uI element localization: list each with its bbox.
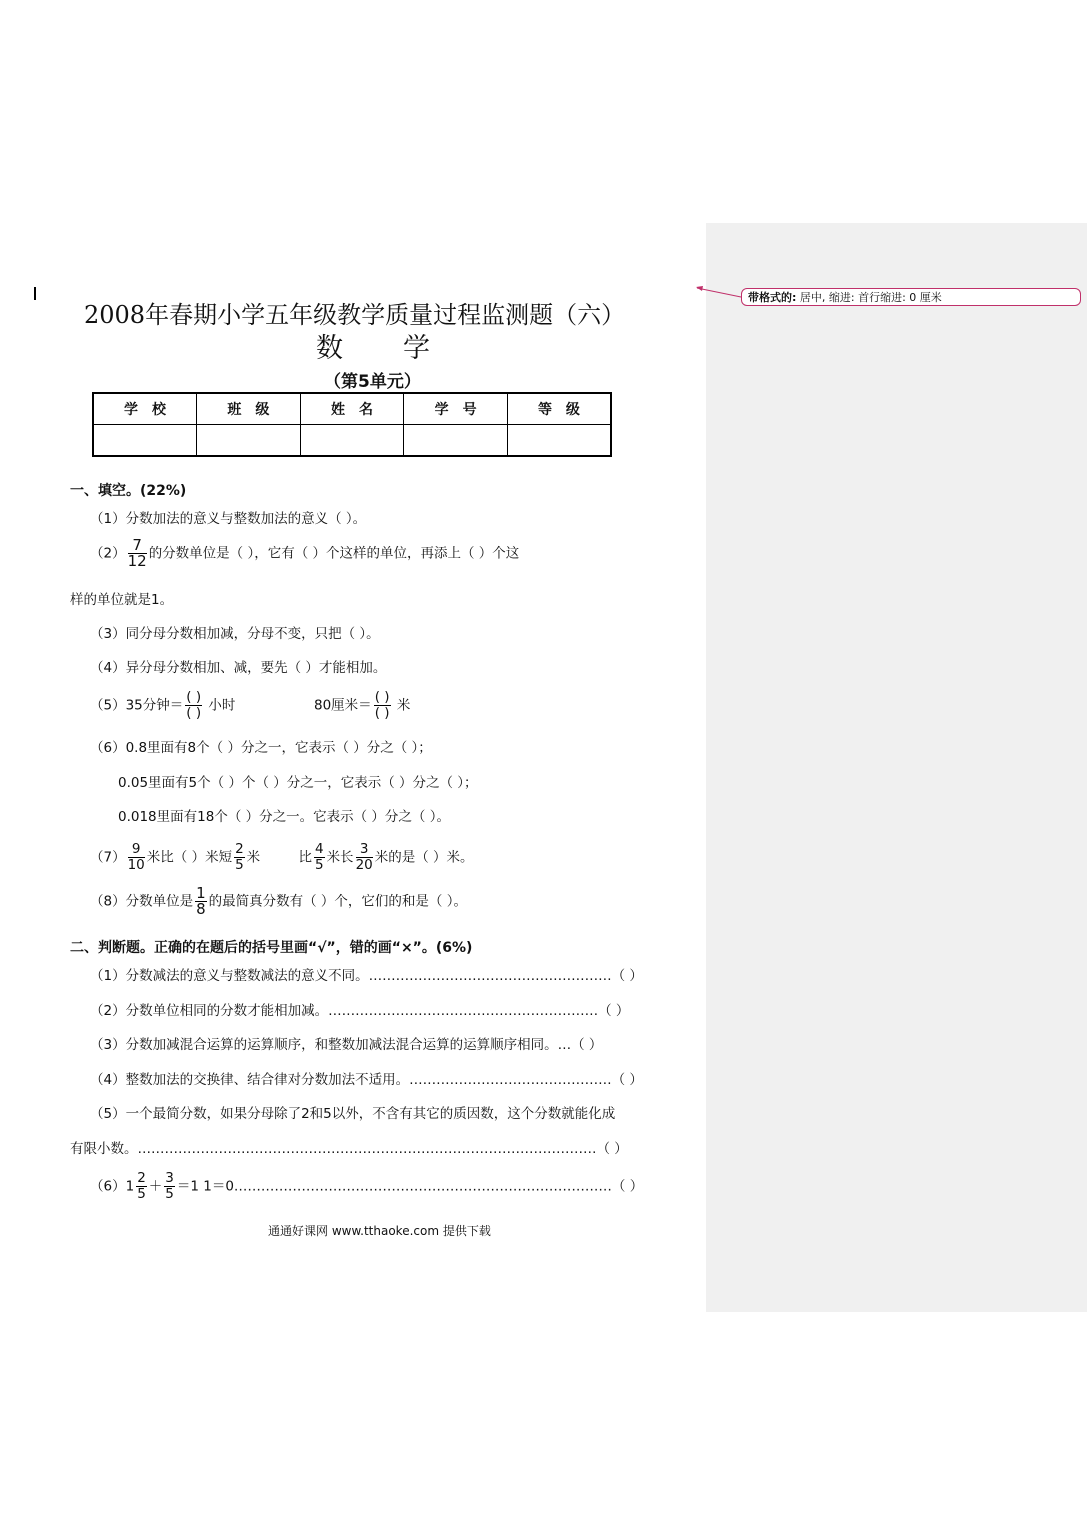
frac-den: ( ) xyxy=(374,705,390,721)
format-comment[interactable] xyxy=(741,288,1081,306)
fraction-2-5 xyxy=(234,842,245,873)
judge-3: （3）分数加减混合运算的运算顺序，和整数加减法混合运算的运算顺序相同。…（ ） xyxy=(90,1037,603,1053)
j6-text: ＝1 1＝0…………………………………………………………………………（ ） xyxy=(176,1178,644,1195)
judge-5-line2: 有限小数。…………………………………………………………………………………………（ ） xyxy=(70,1141,628,1157)
blank-grade[interactable] xyxy=(507,425,611,457)
q6-line3: 0.018里面有18个（ ）分之一。它表示（ ）分之（ ）。 xyxy=(118,809,450,825)
frac-num: 9 xyxy=(128,842,145,858)
frac-num: 1 xyxy=(196,884,206,902)
q6-line1: （6）0.8里面有8个（ ）分之一，它表示（ ）分之（ ）； xyxy=(90,740,432,756)
blank-class[interactable] xyxy=(197,425,301,457)
section1-heading: 一、填空。(22%) xyxy=(70,483,187,499)
frac-den: 10 xyxy=(127,857,145,873)
frac-num: 3 xyxy=(356,842,373,858)
header-school: 学 校 xyxy=(93,393,197,425)
plus-sign: ＋ xyxy=(148,1178,163,1195)
frac-num: ( ) xyxy=(186,689,202,705)
header-name: 姓 名 xyxy=(300,393,404,425)
q1: （1）分数加法的意义与整数加法的意义（ ）。 xyxy=(90,511,367,527)
frac-num: ( ) xyxy=(374,689,390,705)
fraction-4-5 xyxy=(314,842,325,873)
page-title: 2008年春期小学五年级教学质量过程监测题（六） xyxy=(84,301,626,329)
q5-b-prefix: 80厘米＝ xyxy=(314,697,372,714)
blank-fraction-meters[interactable] xyxy=(374,690,391,721)
subject-char-a: 数 xyxy=(316,333,343,364)
judge-4: （4）整数加法的交换律、结合律对分数加法不适用。………………………………………（ ） xyxy=(90,1072,643,1088)
frac-num: 7 xyxy=(128,538,147,554)
header-number: 学 号 xyxy=(404,393,508,425)
frac-den: 20 xyxy=(355,857,373,873)
q8 xyxy=(90,886,467,917)
fraction-7-12 xyxy=(128,538,147,569)
subject-char-b: 学 xyxy=(403,333,430,364)
q3: （3）同分母分数相加减，分母不变，只把（ ）。 xyxy=(90,626,380,642)
q2-continuation: 样的单位就是1。 xyxy=(70,592,174,608)
blank-name[interactable] xyxy=(300,425,404,457)
student-info-table xyxy=(92,392,612,457)
q4: （4）异分母分数相加、减，要先（ ）才能相加。 xyxy=(90,660,387,676)
unit-label: （第5单元） xyxy=(324,372,421,392)
footer-credit: 通通好课网 www.tthaoke.com 提供下载 xyxy=(268,1224,491,1238)
judge-6 xyxy=(90,1171,643,1202)
info-blank-row xyxy=(93,425,611,457)
q7-prefix: （7） xyxy=(90,849,126,866)
q7 xyxy=(90,842,474,873)
markup-pane xyxy=(706,223,1087,1312)
q7-text4: 米长 xyxy=(326,849,354,866)
frac-num: 2 xyxy=(137,1170,146,1186)
header-grade: 等 级 xyxy=(507,393,611,425)
j6-prefix: （6）1 xyxy=(90,1178,135,1195)
fraction-3-5 xyxy=(164,1171,175,1202)
frac-den: 8 xyxy=(196,900,206,918)
q8-text: 的最简真分数有（ ）个，它们的和是（ ）。 xyxy=(208,893,467,910)
q7-text1: 米比（ ）米短 xyxy=(146,849,233,866)
fraction-3-20 xyxy=(356,842,373,873)
fraction-9-10 xyxy=(128,842,145,873)
frac-den: ( ) xyxy=(186,705,202,721)
frac-num: 2 xyxy=(235,841,244,857)
q5-unit-hour: 小时 xyxy=(208,697,236,714)
q6-line2: 0.05里面有5个（ ）个（ ）分之一，它表示（ ）分之（ ）； xyxy=(118,775,478,791)
header-class: 班 级 xyxy=(197,393,301,425)
frac-den: 5 xyxy=(137,1186,146,1202)
q2 xyxy=(90,538,519,569)
info-header-row xyxy=(93,393,611,425)
blank-fraction-minutes[interactable] xyxy=(185,690,202,721)
blank-number[interactable] xyxy=(404,425,508,457)
blank-school[interactable] xyxy=(93,425,197,457)
q5-prefix: （5）35分钟＝ xyxy=(90,697,184,714)
q5 xyxy=(90,690,410,721)
frac-den: 5 xyxy=(235,857,244,873)
frac-num: 3 xyxy=(165,1170,174,1186)
q2-prefix: （2） xyxy=(90,545,126,562)
q5-unit-meter: 米 xyxy=(396,697,411,714)
frac-den: 5 xyxy=(165,1186,174,1202)
judge-2: （2）分数单位相同的分数才能相加减。……………………………………………………（ ） xyxy=(90,1003,630,1019)
subject-title xyxy=(316,326,430,365)
frac-den: 12 xyxy=(127,552,147,570)
text-cursor xyxy=(34,287,36,300)
frac-den: 5 xyxy=(314,857,324,873)
q7-text2: 米 xyxy=(246,849,261,866)
comment-text: 居中, 缩进: 首行缩进: 0 厘米 xyxy=(799,291,942,304)
judge-1: （1）分数减法的意义与整数减法的意义不同。………………………………………………（ ） xyxy=(90,968,643,984)
q2-text: 的分数单位是（ ），它有（ ）个这样的单位，再添上（ ）个这 xyxy=(148,545,520,562)
section2-heading: 二、判断题。正确的在题后的括号里画“√”，错的画“×”。(6%) xyxy=(70,940,473,956)
q8-prefix: （8）分数单位是 xyxy=(90,893,194,910)
judge-5-line1: （5）一个最简分数，如果分母除了2和5以外，不含有其它的质因数，这个分数就能化成 xyxy=(90,1106,616,1122)
fraction-2-5 xyxy=(136,1171,147,1202)
frac-num: 4 xyxy=(314,841,324,857)
q7-text5: 米的是（ ）米。 xyxy=(374,849,474,866)
q7-text3: 比 xyxy=(298,849,312,866)
comment-label: 带格式的: xyxy=(748,291,797,304)
fraction-1-8 xyxy=(195,886,207,917)
